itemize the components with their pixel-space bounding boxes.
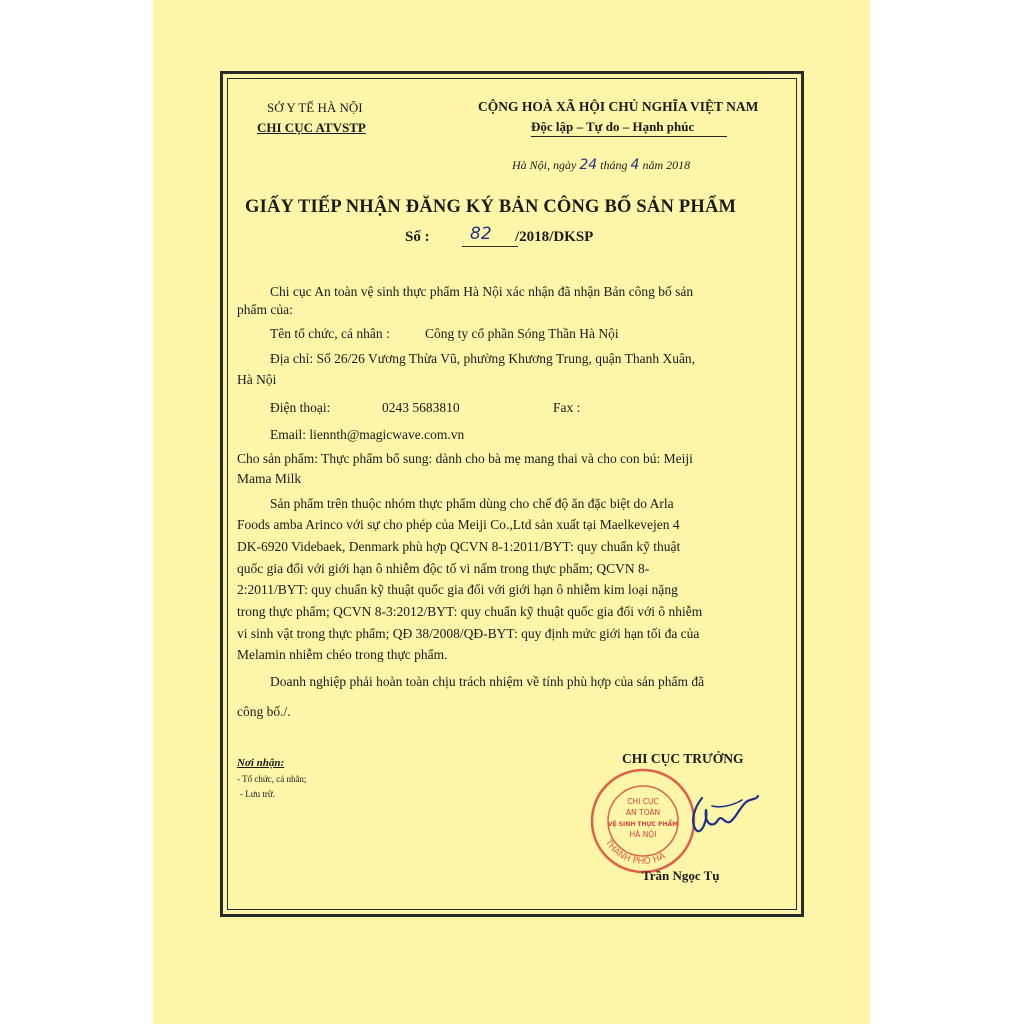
issuer-department: SỞ Y TẾ HÀ NỘI xyxy=(267,100,363,115)
product-line-2: Mama Milk xyxy=(237,471,302,486)
intro-line-2: phẩm của: xyxy=(237,302,293,317)
stamp-line-3: VỆ SINH THỰC PHẨM xyxy=(607,821,679,828)
address-line-2: Hà Nội xyxy=(237,372,277,387)
date-month: 4 xyxy=(630,157,640,173)
nation-title: CỘNG HOÀ XÃ HỘI CHỦ NGHĨA VIỆT NAM xyxy=(478,99,759,114)
issuer-office: CHI CỤC ATVSTP xyxy=(257,120,366,135)
description-line: vi sinh vật trong thực phẩm; QĐ 38/2008/QĐ-BYT: quy định mức giới hạn tối đa của xyxy=(237,626,700,641)
document-number-value: 82 xyxy=(470,224,492,244)
responsibility-line-1: Doanh nghiệp phải hoàn toàn chịu trách nhiệm về tính phù hợp của sản phẩm đã xyxy=(270,674,705,689)
recipient-item: - Tổ chức, cá nhân; xyxy=(237,774,307,784)
org-value: Công ty cổ phần Sóng Thần Hà Nội xyxy=(425,326,619,341)
product-line-1: Cho sản phẩm: Thực phẩm bổ sung: dành cho bà mẹ mang thai và cho con bú: Meiji xyxy=(237,451,693,466)
motto-underline xyxy=(531,136,727,137)
document-title: GIẤY TIẾP NHẬN ĐĂNG KÝ BẢN CÔNG BỐ SẢN PHẨM xyxy=(245,197,737,217)
phone-value: 0243 5683810 xyxy=(382,400,460,415)
date-day: 24 xyxy=(579,157,598,173)
phone-label: Điện thoại: xyxy=(270,400,331,415)
document-number-suffix: /2018/DKSP xyxy=(515,229,594,245)
stamp-line-2: AN TOÀN xyxy=(625,808,661,817)
document-number-label: Số : xyxy=(405,229,430,245)
description-line: DK-6920 Videbaek, Denmark phù hợp QCVN 8-1:2011/BYT: quy chuẩn kỹ thuật xyxy=(237,539,681,554)
description-line: 2:2011/BYT: quy chuẩn kỹ thuật quốc gia đối với giới hạn ô nhiễm kim loại nặng xyxy=(237,582,678,597)
recipients-label: Nơi nhận: xyxy=(237,757,285,769)
stamp-ring-text: THÀNH PHỐ HÀ xyxy=(602,838,668,868)
intro-line-1: Chi cục An toàn vệ sinh thực phẩm Hà Nội xác nhận đã nhận Bản công bố sản xyxy=(270,284,694,299)
signer-title: CHI CỤC TRƯỞNG xyxy=(622,751,744,766)
description-line: Melamin nhiễm chéo trong thực phẩm. xyxy=(237,647,448,662)
description-line: trong thực phẩm; QCVN 8-3:2012/BYT: quy chuẩn kỹ thuật quốc gia đối với ô nhiễm xyxy=(237,604,703,619)
address-line-1: Địa chỉ: Số 26/26 Vương Thừa Vũ, phường Khương Trung, quận Thanh Xuân, xyxy=(270,351,696,366)
handwritten-signature xyxy=(672,788,762,840)
document-number-underline xyxy=(462,246,518,247)
stamp-line-1: CHI CỤC xyxy=(627,797,659,806)
recipient-item: - Lưu trữ. xyxy=(240,789,275,799)
signer-name: Trần Ngọc Tụ xyxy=(642,868,720,883)
email-line: Email: liennth@magicwave.com.vn xyxy=(270,427,465,442)
description-line: quốc gia đối với giới hạn ô nhiễm độc tố vi nấm trong thực phẩm; QCVN 8- xyxy=(237,561,650,576)
responsibility-line-2: công bố./. xyxy=(237,704,291,719)
nation-motto: Độc lập – Tự do – Hạnh phúc xyxy=(531,119,695,134)
stamp-line-4: HÀ NỘI xyxy=(629,830,657,839)
issue-date: Hà Nội, ngày 24 tháng 4 năm 2018 xyxy=(512,157,691,173)
fax-label: Fax : xyxy=(553,400,581,415)
description-line: Foods amba Arinco với sự cho phép của Meiji Co.,Ltd sản xuất tại Maelkevejen 4 xyxy=(237,517,680,532)
org-label: Tên tổ chức, cá nhân : xyxy=(270,326,390,341)
description-line: Sản phẩm trên thuộc nhóm thực phẩm dùng cho chế độ ăn đặc biệt do Arla xyxy=(270,496,674,511)
